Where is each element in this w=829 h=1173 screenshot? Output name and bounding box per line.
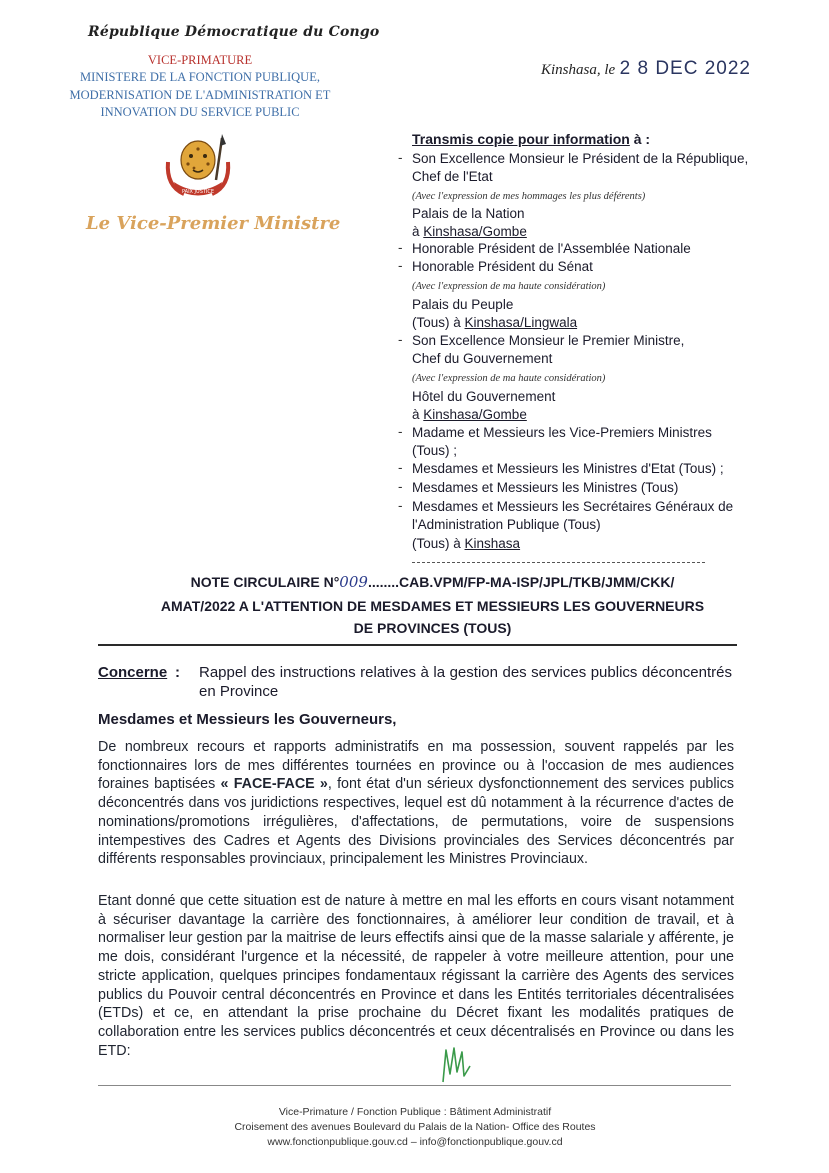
- copy-list-location: Kinshasa: [464, 536, 521, 551]
- copy-list-dash: -: [398, 479, 403, 494]
- copy-list-item: Mesdames et Messieurs les Ministres d'Etat (Tous) ;: [412, 461, 724, 476]
- handwritten-initials: [437, 1040, 477, 1088]
- copy-list-item: Palais de la Nation: [412, 206, 525, 221]
- copy-list-item: Mesdames et Messieurs les Ministres (Tous): [412, 480, 679, 495]
- circular-line-2: AMAT/2022 A L'ATTENTION DE MESDAMES ET MESSIEURS LES GOUVERNEURS: [160, 598, 705, 614]
- copy-list-item: Mesdames et Messieurs les Secrétaires Généraux de: [412, 499, 734, 514]
- date-label: Kinshasa, le: [541, 62, 616, 78]
- coat-of-arms-emblem: [158, 134, 238, 204]
- signature-title: Le Vice-Premier Ministre: [86, 213, 341, 234]
- paragraph-1: [98, 738, 734, 869]
- copy-list-item: Son Excellence Monsieur le Président de la République,: [412, 151, 749, 166]
- salutation: Mesdames et Messieurs les Gouverneurs,: [98, 711, 397, 728]
- circular-number: 009: [339, 573, 368, 591]
- paragraph-1-end: , font état d'un sérieux dysfonctionnement des services publics déconcentrés dans vos juridictions respectives, lequel est dû notamment à la récurrence d'actes de nominations/promotions irrégulières, d'affectations, de permutations, voire de suspensions intempestives des Cadres et Agents des Divisions provinciales des Services déconcentrés par différents responsables provinciaux, principalement les Ministres Provinciaux.: [98, 776, 734, 868]
- copy-list-dash: -: [398, 240, 403, 255]
- copy-list-item: Palais du Peuple: [412, 297, 514, 312]
- copy-list-item: Madame et Messieurs les Vice-Premiers Ministres: [412, 425, 712, 440]
- face-face-label: « FACE-FACE »: [220, 776, 328, 793]
- footer-line-1: Vice-Primature / Fonction Publique : Bâtiment Administratif: [278, 1106, 552, 1118]
- copy-list-prefix: à: [412, 224, 424, 239]
- country-name: République Démocratique du Congo: [88, 24, 380, 40]
- copy-list-item: [412, 406, 527, 424]
- separator-rule: [98, 644, 737, 646]
- copy-list-dash: -: [398, 332, 403, 347]
- footer-line-3: www.fonctionpublique.gouv.cd – info@fonctionpublique.gouv.cd: [267, 1136, 563, 1148]
- copy-list-item: [412, 535, 520, 553]
- copy-list-item: Chef du Gouvernement: [412, 351, 553, 366]
- copy-list-dash: -: [398, 498, 403, 513]
- copy-list-item: [412, 223, 527, 241]
- concerne-text: Rappel des instructions relatives à la gestion des services publics déconcentrés en Province: [199, 664, 732, 700]
- copy-list-dash: -: [398, 150, 403, 165]
- copy-list-item: (Tous) ;: [412, 443, 458, 458]
- copy-list-title-suffix: à :: [629, 131, 651, 147]
- ministry-line: MODERNISATION DE L'ADMINISTRATION ET: [69, 87, 331, 102]
- circular-line-1: [100, 572, 765, 592]
- emblem-motto: PAIX JUSTICE: [181, 189, 215, 195]
- separator-dashed: [412, 562, 705, 563]
- copy-list-location: Kinshasa/Gombe: [423, 224, 527, 239]
- date-block: [541, 58, 751, 80]
- copy-list-prefix: (Tous) à: [412, 536, 465, 551]
- concerne-colon: :: [175, 664, 180, 681]
- footer-line-2: Croisement des avenues Boulevard du Palais de la Nation- Office des Routes: [234, 1121, 596, 1133]
- copy-list-note: (Avec l'expression de ma haute considération): [412, 373, 606, 384]
- copy-list-item: Hôtel du Gouvernement: [412, 389, 556, 404]
- copy-list-item: Honorable Président de l'Assemblée Nationale: [412, 241, 691, 256]
- copy-list-item: [412, 314, 577, 332]
- copy-list-prefix: à: [412, 407, 424, 422]
- copy-list-title-text: Transmis copie pour information: [412, 131, 630, 147]
- copy-list-location: Kinshasa/Gombe: [423, 407, 527, 422]
- footer-rule: [98, 1085, 731, 1086]
- copy-list-location: Kinshasa/Lingwala: [464, 315, 578, 330]
- circular-line-3: DE PROVINCES (TOUS): [353, 620, 512, 636]
- copy-list-title: [412, 131, 650, 147]
- copy-list-item: Chef de l'Etat: [412, 169, 493, 184]
- copy-list-prefix: (Tous) à: [412, 315, 465, 330]
- office-name: VICE-PRIMATURE: [147, 53, 253, 67]
- paragraph-1-start: De nombreux recours et rapports administratifs en ma possession, souvent rappelés par les fonctionnaires lors de mes différentes tournées en province ou à l'occasion de mes audiences foraines baptisées: [98, 739, 734, 793]
- copy-list-note: (Avec l'expression de mes hommages les plus déférents): [412, 191, 646, 202]
- copy-list-dash: -: [398, 460, 403, 475]
- circular-ref: ........CAB.VPM/FP-MA-ISP/JPL/TKB/JMM/CKK/: [367, 574, 675, 590]
- circular-prefix: NOTE CIRCULAIRE N°: [190, 574, 340, 590]
- ministry-line: MINISTERE DE LA FONCTION PUBLIQUE,: [80, 70, 320, 84]
- ministry-line: INNOVATION DU SERVICE PUBLIC: [100, 105, 300, 119]
- copy-list-dash: -: [398, 424, 403, 439]
- paragraph-2: Etant donné que cette situation est de nature à mettre en mal les efforts en cours visant notamment à sécuriser davantage la carrière des fonctionnaires, à améliorer leur condition de travail, et à normaliser leur gestion par la maitrise de leurs effectifs ainsi que de la masse salariale y afférente, je me dois, considérant l'urgence et la nécessité, de rappeler à votre meilleure attention, pour une stricte application, quelques principes fondamentaux régissant la carrière des Agents des services publics du Pouvoir central déconcentrés en Province et dans les Entités territoriales décentralisées (ETDs) et ce, en attendant la prise prochaine du Décret fixant les modalités pratiques de collaboration entre les services publics déconcentrés et ceux décentralisés en Province ou dans les ETD:: [98, 893, 735, 1059]
- copy-list-note: (Avec l'expression de ma haute considération): [412, 281, 606, 292]
- copy-list-item: Son Excellence Monsieur le Premier Ministre,: [412, 333, 685, 348]
- ministry-block: [55, 69, 345, 122]
- concerne-label: Concerne: [98, 664, 168, 681]
- date-stamp: 2 8 DEC 2022: [619, 58, 751, 79]
- copy-list-dash: -: [398, 258, 403, 273]
- copy-list-item: l'Administration Publique (Tous): [412, 517, 601, 532]
- copy-list-item: Honorable Président du Sénat: [412, 259, 593, 274]
